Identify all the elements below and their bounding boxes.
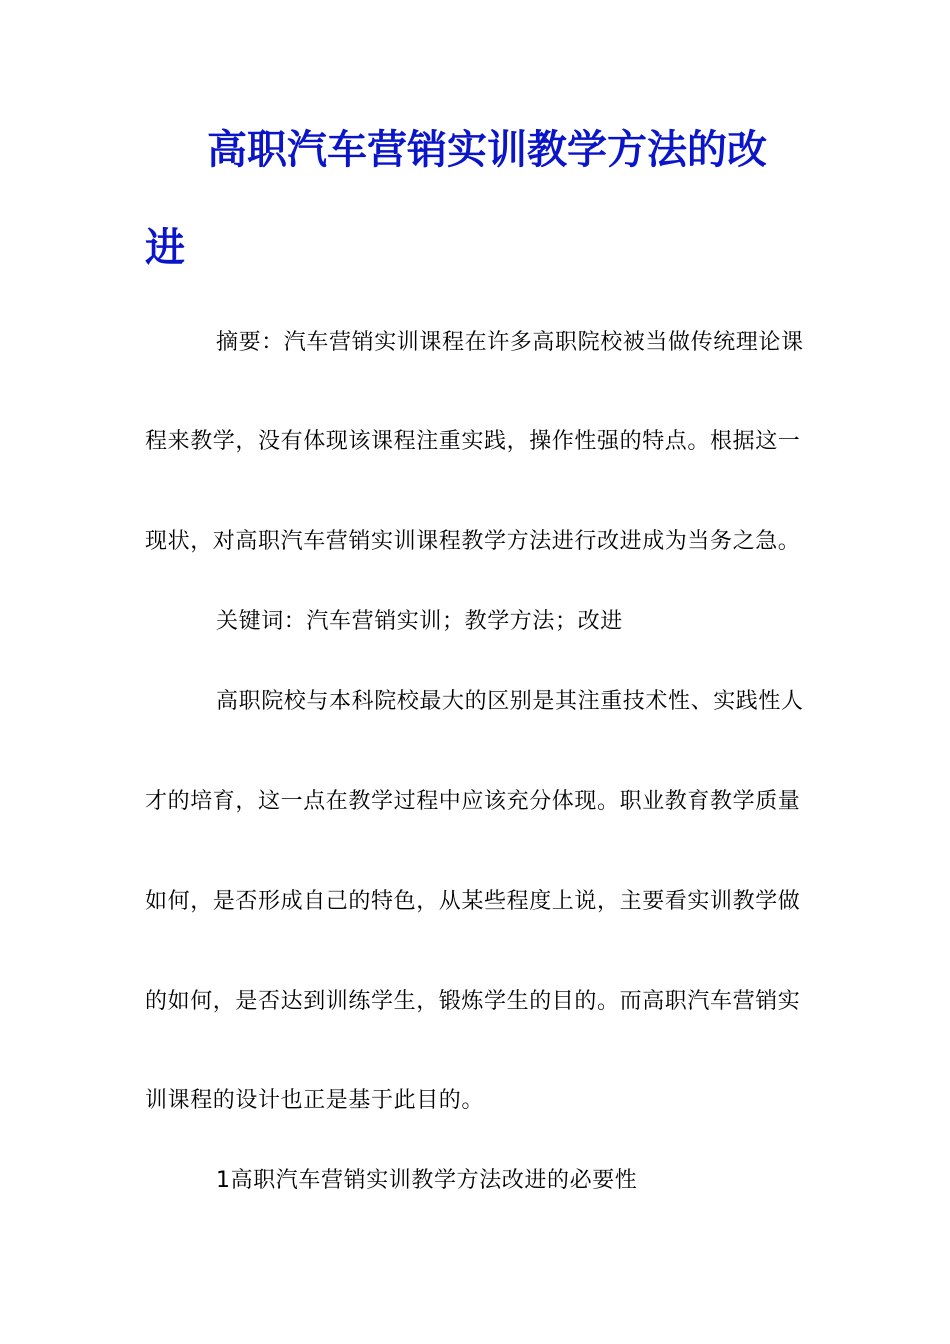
intro-line-5: 训课程的设计也正是基于此目的。 [145, 1088, 485, 1113]
keywords-line: 关键词：汽车营销实训；教学方法；改进 [216, 609, 623, 634]
section-1-heading: 1高职汽车营销实训教学方法改进的必要性 [216, 1168, 638, 1193]
intro-line-3: 如何，是否形成自己的特色，从某些程度上说，主要看实训教学做 [145, 889, 801, 914]
document-title-line-1: 高职汽车营销实训教学方法的改 [207, 126, 767, 173]
intro-line-4: 的如何，是否达到训练学生，锻炼学生的目的。而高职汽车营销实 [145, 989, 801, 1014]
intro-line-1: 高职院校与本科院校最大的区别是其注重技术性、实践性人 [216, 689, 804, 714]
abstract-line-3: 现状，对高职汽车营销实训课程教学方法进行改进成为当务之急。 [145, 529, 801, 554]
abstract-line-1: 摘要：汽车营销实训课程在许多高职院校被当做传统理论课 [216, 330, 804, 355]
intro-line-2: 才的培育，这一点在教学过程中应该充分体现。职业教育教学质量 [145, 789, 801, 814]
document-title-line-2: 进 [145, 224, 185, 271]
abstract-line-2: 程来教学，没有体现该课程注重实践，操作性强的特点。根据这一 [145, 429, 801, 454]
